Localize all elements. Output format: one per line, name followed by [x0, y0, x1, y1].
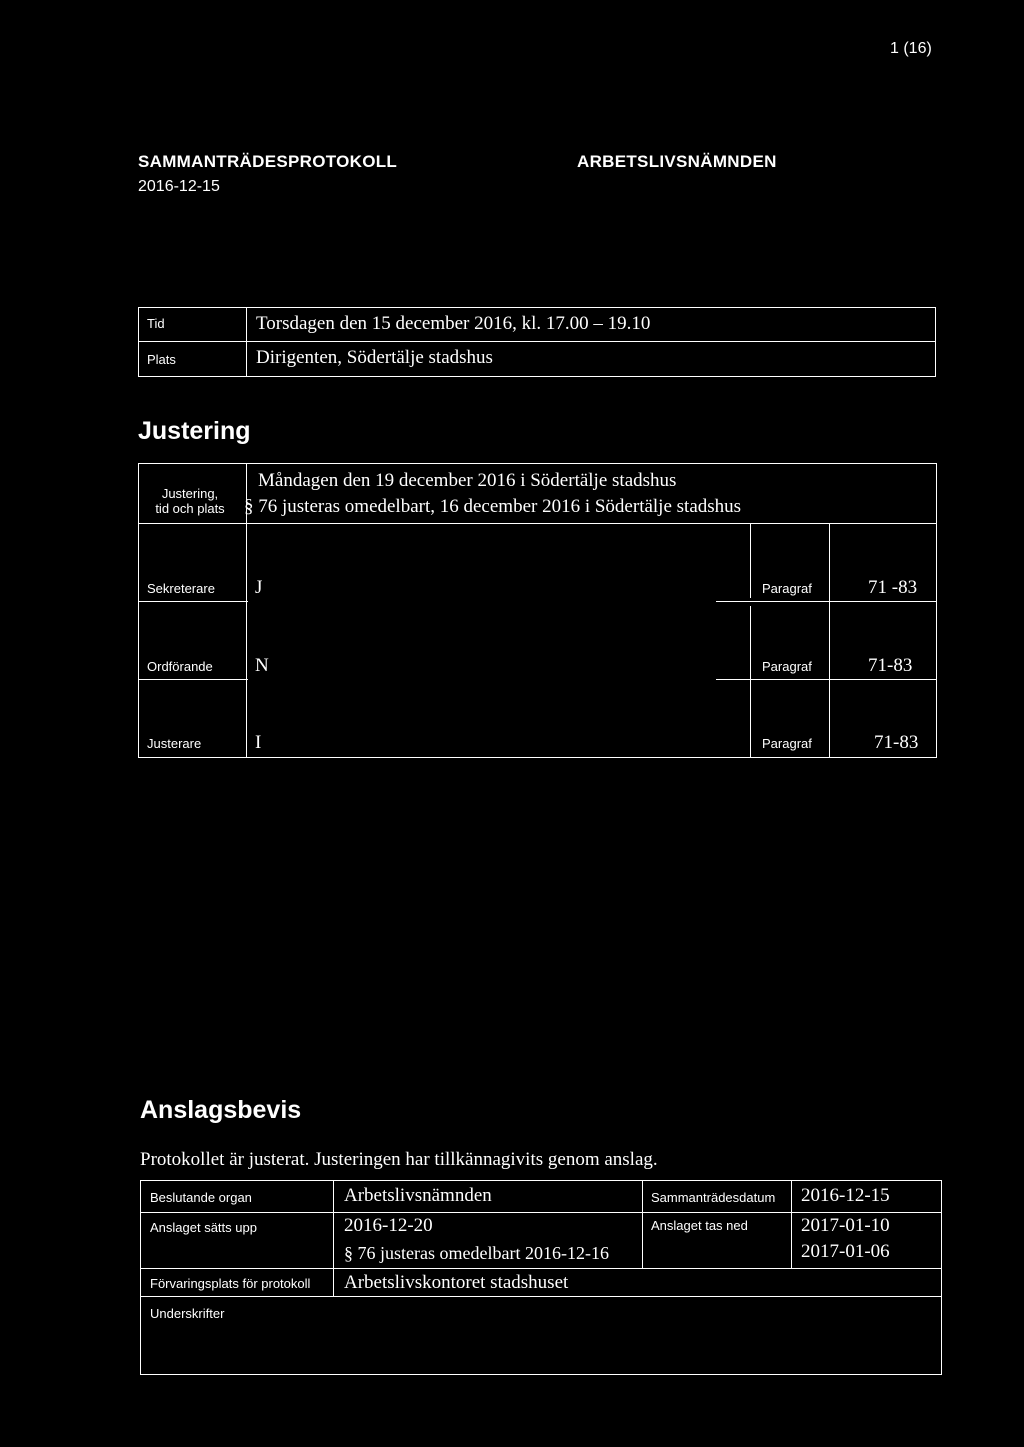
- table-divider: [138, 601, 248, 602]
- page-number: 1 (16): [890, 40, 932, 57]
- table-divider: [716, 601, 937, 602]
- secretary-paragraph-value: 71 -83: [868, 577, 918, 598]
- justering-label: [142, 486, 238, 516]
- anslagsbevis-statement: Protokollet är justerat. Justeringen har tillkännagivits genom anslag.: [140, 1149, 658, 1170]
- table-divider: [791, 1180, 792, 1268]
- adjuster-initial: I: [255, 732, 262, 753]
- storage-label: Förvaringsplats för protokoll: [150, 1276, 311, 1291]
- storage-value: Arbetslivskontoret stadshuset: [344, 1272, 569, 1293]
- chair-label: Ordförande: [147, 659, 213, 674]
- table-divider: [138, 523, 937, 524]
- anslagsbevis-heading: Anslagsbevis: [140, 1096, 302, 1124]
- time-label: Tid: [147, 316, 165, 331]
- justering-label-line2: tid och plats: [155, 501, 225, 516]
- table-divider: [140, 1296, 942, 1297]
- table-divider: [642, 1180, 643, 1268]
- time-value: Torsdagen den 15 december 2016, kl. 17.00 – 19.10: [256, 313, 651, 334]
- secretary-initial: J: [255, 577, 263, 598]
- removed-value-2: 2017-01-06: [801, 1241, 890, 1262]
- table-divider: [750, 606, 751, 758]
- justering-value-line2: § 76 justeras omedelbart, 16 december 2016 i Södertälje stadshus: [244, 496, 742, 517]
- place-value: Dirigenten, Södertälje stadshus: [256, 347, 493, 368]
- chair-initial: N: [255, 655, 269, 676]
- table-divider: [140, 1212, 942, 1213]
- table-divider: [750, 523, 751, 598]
- table-divider: [138, 679, 248, 680]
- adjuster-label: Justerare: [147, 736, 202, 751]
- organ-name: ARBETSLIVSNÄMNDEN: [577, 152, 777, 171]
- chair-paragraph-label: Paragraf: [762, 659, 812, 674]
- secretary-label: Sekreterare: [147, 581, 215, 596]
- table-divider: [829, 523, 830, 758]
- posted-label: Anslaget sätts upp: [150, 1220, 257, 1235]
- secretary-paragraph-label: Paragraf: [762, 581, 812, 596]
- justering-label-line1: Justering,: [161, 486, 219, 501]
- table-divider: [140, 1268, 942, 1269]
- organ-label: Beslutande organ: [150, 1190, 252, 1205]
- posted-note: § 76 justeras omedelbart 2016-12-16: [344, 1243, 609, 1263]
- table-divider: [138, 341, 936, 342]
- justering-heading: Justering: [138, 417, 251, 445]
- signatures-label: Underskrifter: [150, 1306, 225, 1321]
- adjuster-paragraph-label: Paragraf: [762, 736, 812, 751]
- adjuster-paragraph-value: 71-83: [874, 732, 919, 753]
- place-label: Plats: [147, 352, 176, 367]
- document-date: 2016-12-15: [138, 178, 220, 195]
- table-divider: [333, 1180, 334, 1296]
- justering-value-line1: Måndagen den 19 december 2016 i Södertälje stadshus: [258, 470, 677, 491]
- chair-paragraph-value: 71-83: [868, 655, 913, 676]
- organ-value: Arbetslivsnämnden: [344, 1185, 492, 1206]
- table-divider: [246, 307, 247, 377]
- meeting-date-value: 2016-12-15: [801, 1185, 890, 1206]
- meeting-date-label: Sammanträdesdatum: [651, 1190, 776, 1205]
- posted-value: 2016-12-20: [344, 1215, 433, 1236]
- removed-value-1: 2017-01-10: [801, 1215, 890, 1236]
- document-type: SAMMANTRÄDESPROTOKOLL: [138, 152, 398, 171]
- removed-label: Anslaget tas ned: [651, 1218, 748, 1233]
